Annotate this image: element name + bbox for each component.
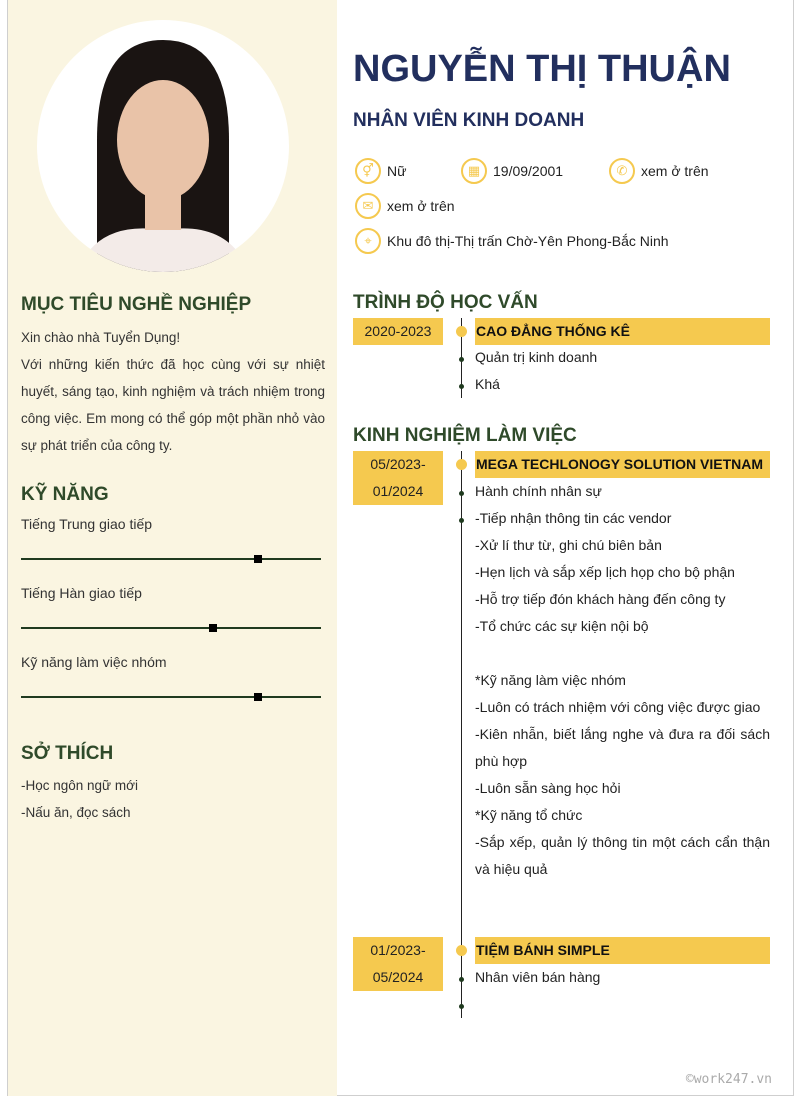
dob-value: 19/09/2001 (493, 163, 564, 179)
objective-text (21, 324, 325, 459)
skill-level-marker (254, 693, 262, 701)
gender-icon: ⚥ (355, 158, 381, 184)
dob-info (461, 158, 563, 184)
hobby-item: -Nấu ăn, đọc sách (21, 805, 131, 820)
skill-label: Tiếng Trung giao tiếp (21, 516, 153, 532)
job-date (353, 937, 443, 991)
job-start: 01/2023- (370, 942, 426, 958)
timeline-dot (456, 326, 467, 337)
birthday-cake-icon: ▦ (461, 158, 487, 184)
profile-photo (37, 20, 289, 272)
job-line: -Luôn sẵn sàng học hỏi (475, 780, 621, 796)
full-name: NGUYỄN THỊ THUẬN (353, 48, 731, 90)
objective-greeting: Xin chào nhà Tuyển Dụng! (21, 330, 181, 345)
email-value: xem ở trên (387, 198, 455, 214)
company-name: MEGA TECHLONOGY SOLUTION VIETNAM (475, 451, 770, 478)
skill-label: Tiếng Hàn giao tiếp (21, 585, 142, 601)
education-heading: TRÌNH ĐỘ HỌC VẤN (353, 292, 538, 313)
job-end: 01/2024 (372, 483, 424, 499)
skill-item (21, 516, 321, 532)
phone-info (609, 158, 709, 184)
job-line: -Sắp xếp, quản lý thông tin một cách cẩn thận và hiệu quả (475, 834, 770, 877)
hobbies-heading: SỞ THÍCH (21, 743, 114, 764)
hobbies-list (21, 772, 325, 826)
address-value: Khu đô thị-Thị trấn Chờ-Yên Phong-Bắc Ninh (387, 233, 669, 249)
job-start: 05/2023- (370, 456, 426, 472)
skill-level-marker (209, 624, 217, 632)
skill-bar (21, 627, 321, 629)
job-date (353, 451, 443, 505)
job-line: -Hẹn lịch và sắp xếp lịch họp cho bộ phận (475, 564, 735, 580)
company-name: TIỆM BÁNH SIMPLE (475, 937, 770, 964)
map-pin-icon: ⌖ (355, 228, 381, 254)
phone-icon: ✆ (609, 158, 635, 184)
job-line: -Hỗ trợ tiếp đón khách hàng đến công ty (475, 591, 726, 607)
bullet-dot (459, 491, 464, 496)
watermark: ©work247.vn (685, 1072, 772, 1087)
job-title: NHÂN VIÊN KINH DOANH (353, 110, 585, 131)
skill-bar (21, 696, 321, 698)
objective-heading: MỤC TIÊU NGHỀ NGHIỆP (21, 294, 252, 315)
job-line: -Xử lí thư từ, ghi chú biên bản (475, 537, 662, 553)
timeline-dot (456, 459, 467, 470)
job-line: *Kỹ năng tổ chức (475, 807, 583, 823)
job-line: -Kiên nhẫn, biết lắng nghe và đưa ra đối sách phù hợp (475, 726, 770, 769)
job-line: -Tiếp nhận thông tin các vendor (475, 510, 672, 526)
blank-line (475, 640, 770, 667)
objective-body: Với những kiến thức đã học cùng với sự nhiệt huyết, sáng tạo, kinh nghiệm và trách nhiệm trong công việc. Em mong có thể góp một phần nhỏ vào sự phát triển của công ty. (21, 357, 325, 453)
skill-level-marker (254, 555, 262, 563)
job-line: *Kỹ năng làm việc nhóm (475, 672, 626, 688)
skill-item (21, 654, 321, 670)
school-name: CAO ĐẲNG THỐNG KÊ (475, 318, 770, 345)
job-position: Hành chính nhân sự (475, 483, 602, 499)
gender-info (355, 158, 406, 184)
email-info (355, 193, 455, 219)
skills-heading: KỸ NĂNG (21, 484, 109, 505)
skill-label: Kỹ năng làm việc nhóm (21, 654, 167, 670)
education-date: 2020-2023 (353, 318, 443, 345)
bullet-dot (459, 1004, 464, 1009)
skill-bar (21, 558, 321, 560)
bullet-dot (459, 384, 464, 389)
bullet-dot (459, 518, 464, 523)
gender-value: Nữ (387, 163, 407, 179)
education-grade: Khá (475, 376, 500, 392)
bullet-dot (459, 357, 464, 362)
hobby-item: -Học ngôn ngữ mới (21, 778, 138, 793)
timeline-line (461, 451, 462, 1018)
education-major: Quản trị kinh doanh (475, 349, 598, 365)
job-line: -Tổ chức các sự kiện nội bộ (475, 618, 649, 634)
timeline-dot (456, 945, 467, 956)
job-line: -Luôn có trách nhiệm với công việc được giao (475, 699, 761, 715)
skill-item (21, 585, 321, 601)
envelope-icon: ✉ (355, 193, 381, 219)
job-position: Nhân viên bán hàng (475, 969, 601, 985)
bullet-dot (459, 977, 464, 982)
job-end: 05/2024 (372, 969, 424, 985)
experience-heading: KINH NGHIỆM LÀM VIỆC (353, 425, 577, 446)
phone-value: xem ở trên (641, 163, 709, 179)
job-description (475, 478, 770, 883)
address-info (355, 228, 669, 254)
